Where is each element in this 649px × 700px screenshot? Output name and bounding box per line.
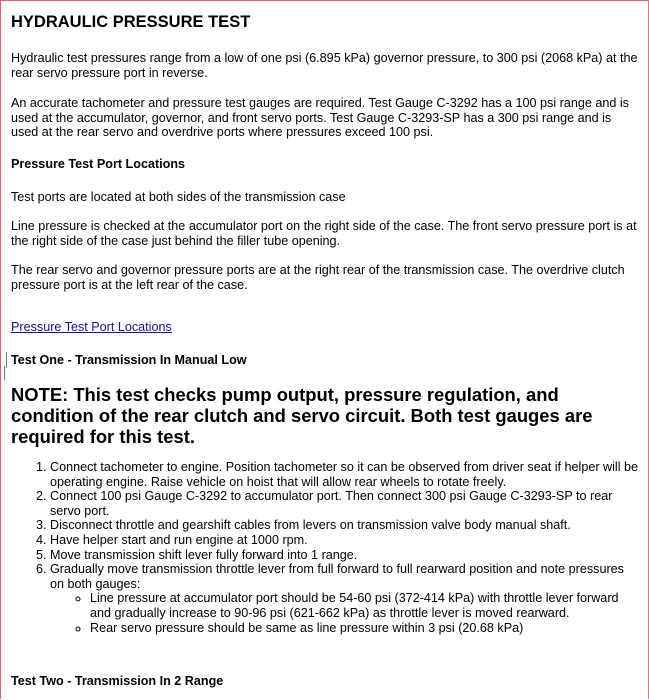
- procedure-steps: [11, 460, 640, 635]
- page-title: HYDRAULIC PRESSURE TEST: [11, 13, 251, 31]
- list-item: [50, 562, 640, 635]
- list-item: 5. Move transmission shift lever fully forward into 1 range.: [50, 548, 640, 563]
- text-caret: [4, 366, 5, 380]
- ports-paragraph-1: Test ports are located at both sides of the transmission case: [11, 190, 346, 204]
- test-two-heading: Test Two - Transmission In 2 Range: [11, 674, 224, 688]
- ports-paragraph-2: Line pressure is checked at the accumulator port on the right side of the case. The front servo pressure port is at the right side of the case just behind the filler tube opening.: [11, 219, 637, 248]
- test-one-heading: Test One - Transmission In Manual Low: [11, 353, 247, 367]
- intro-paragraph-2: An accurate tachometer and pressure test gauges are required. Test Gauge C-3292 has a 100 psi range and is used at the accumulator, governor, and front servo ports. Test Gauge C-3293-SP has a 300 psi range and is used at the rear servo and overdrive ports where pressures exceed 100 psi.: [11, 96, 629, 140]
- sub-steps: [50, 591, 640, 635]
- list-item: 4. Have helper start and run engine at 1000 rpm.: [50, 533, 640, 548]
- ports-paragraph-3: The rear servo and governor pressure ports are at the right rear of the transmission case. The overdrive clutch pressure port is at the left rear of the case.: [11, 263, 625, 292]
- ports-heading: Pressure Test Port Locations: [11, 157, 186, 171]
- list-item: 1. Connect tachometer to engine. Position tachometer so it can be observed from driver seat if helper will be operating engine. Raise vehicle on hoist that will allow rear wheels to rotate freely.: [50, 460, 640, 489]
- list-item: 3. Disconnect throttle and gearshift cables from levers on transmission valve body manual shaft.: [50, 518, 640, 533]
- list-item: ◦ Rear servo pressure should be same as line pressure within 3 psi (20.68 kPa): [90, 621, 640, 636]
- list-item: ◦ Line pressure at accumulator port should be 54-60 psi (372-414 kPa) with throttle lever forward and gradually increase to 90-96 psi (621-662 kPa) as throttle lever is moved rearward.: [90, 591, 640, 620]
- note-callout: NOTE: This test checks pump output, pressure regulation, and condition of the rear clutch and servo circuit. Both test gauges are required for this test.: [11, 384, 593, 447]
- intro-paragraph-1: Hydraulic test pressures range from a low of one psi (6.895 kPa) governor pressure, to 300 psi (2068 kPa) at the rear servo pressure port in reverse.: [11, 51, 638, 80]
- text-caret: [6, 352, 7, 368]
- ports-locations-link[interactable]: Pressure Test Port Locations: [11, 320, 172, 334]
- list-item-text: Gradually move transmission throttle lever from full forward to full rearward position and note pressures on both gauges:: [50, 562, 624, 591]
- list-item: 2. Connect 100 psi Gauge C-3292 to accumulator port. Then connect 300 psi Gauge C-3293-SP to rear servo port.: [50, 489, 640, 518]
